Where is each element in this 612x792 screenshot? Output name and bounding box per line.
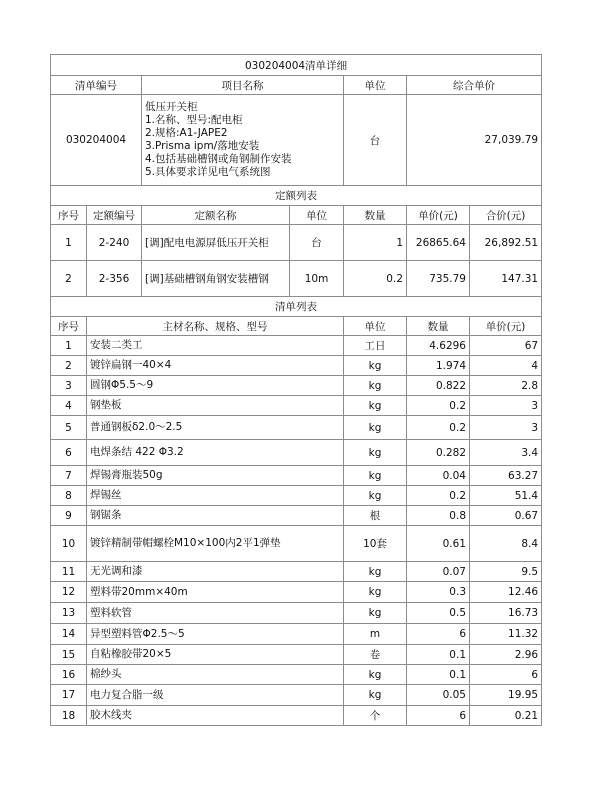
material-price: 2.8 [470,376,542,396]
material-qty: 0.2 [407,416,470,440]
material-row [51,336,542,356]
material-name: 钢锯条 [87,506,344,526]
material-no: 2 [51,356,87,376]
materials-section-row [51,297,542,317]
material-qty: 0.282 [407,440,470,466]
material-price: 11.32 [470,624,542,645]
quota-header-code: 定额编号 [87,206,142,225]
material-unit: 10套 [344,526,407,562]
table-title: 030204004清单详细 [51,55,542,76]
material-no: 5 [51,416,87,440]
material-qty: 4.6296 [407,336,470,356]
material-unit: kg [344,376,407,396]
quota-section-title: 定额列表 [51,186,542,206]
material-name: 焊锡膏瓶装50g [87,466,344,486]
material-qty: 0.822 [407,376,470,396]
material-price: 16.73 [470,603,542,624]
item-code: 030204004 [51,95,142,186]
material-row [51,506,542,526]
quota-name: [调]配电电源屏低压开关柜 [142,225,290,261]
quota-header-total: 合价(元) [470,206,542,225]
material-no: 8 [51,486,87,506]
material-qty: 0.07 [407,562,470,582]
material-price: 4 [470,356,542,376]
quota-row [51,225,542,261]
material-unit: m [344,624,407,645]
material-no: 7 [51,466,87,486]
material-unit: kg [344,685,407,706]
quota-header-qty: 数量 [344,206,407,225]
material-unit: kg [344,582,407,603]
material-row [51,665,542,685]
code-header: 清单编号 [51,76,142,95]
material-row [51,685,542,706]
quota-no: 1 [51,225,87,261]
materials-header-row [51,317,542,336]
material-unit: 根 [344,506,407,526]
material-no: 15 [51,645,87,665]
material-price: 0.67 [470,506,542,526]
material-name: 普通钢板δ2.0～2.5 [87,416,344,440]
material-qty: 6 [407,706,470,726]
material-unit: kg [344,562,407,582]
material-price: 3.4 [470,440,542,466]
material-name: 无光调和漆 [87,562,344,582]
material-qty: 0.04 [407,466,470,486]
quota-unit: 台 [290,225,344,261]
material-name: 镀锌扁钢一40×4 [87,356,344,376]
price-header: 综合单价 [407,76,542,95]
material-no: 14 [51,624,87,645]
material-qty: 0.1 [407,645,470,665]
material-unit: kg [344,416,407,440]
material-row [51,582,542,603]
title-row [51,55,542,76]
material-qty: 6 [407,624,470,645]
material-qty: 0.2 [407,486,470,506]
material-row [51,706,542,726]
material-unit: kg [344,486,407,506]
item-row [51,95,542,186]
material-unit: kg [344,356,407,376]
materials-section-title: 清单列表 [51,297,542,317]
material-header-no: 序号 [51,317,87,336]
material-unit: 工日 [344,336,407,356]
material-header-unit: 单位 [344,317,407,336]
material-qty: 0.5 [407,603,470,624]
material-row [51,440,542,466]
material-unit: kg [344,396,407,416]
material-qty: 0.05 [407,685,470,706]
material-no: 9 [51,506,87,526]
quota-header-no: 序号 [51,206,87,225]
material-name: 电力复合脂一级 [87,685,344,706]
quota-code: 2-240 [87,225,142,261]
material-row [51,356,542,376]
material-unit: kg [344,603,407,624]
material-name: 胶木线夹 [87,706,344,726]
material-no: 6 [51,440,87,466]
item-description [142,95,344,186]
material-row [51,645,542,665]
name-header: 项目名称 [142,76,344,95]
desc-line: 低压开关柜 [145,101,198,113]
material-header-qty: 数量 [407,317,470,336]
quota-header-price: 单价(元) [407,206,470,225]
material-name: 焊锡丝 [87,486,344,506]
material-price: 2.96 [470,645,542,665]
quota-header-name: 定额名称 [142,206,290,225]
material-name: 棉纱头 [87,665,344,685]
desc-line: 3.Prisma ipm/落地安装 [145,140,260,152]
quota-price: 26865.64 [407,225,470,261]
quota-price: 735.79 [407,261,470,297]
material-unit: kg [344,440,407,466]
material-qty: 0.3 [407,582,470,603]
material-price: 19.95 [470,685,542,706]
material-no: 12 [51,582,87,603]
quota-header-unit: 单位 [290,206,344,225]
material-qty: 1.974 [407,356,470,376]
material-price: 63.27 [470,466,542,486]
material-qty: 0.8 [407,506,470,526]
material-row [51,603,542,624]
material-header-name: 主材名称、规格、型号 [87,317,344,336]
material-no: 11 [51,562,87,582]
material-no: 1 [51,336,87,356]
material-name: 钢垫板 [87,396,344,416]
material-price: 12.46 [470,582,542,603]
desc-line: 5.具体要求详见电气系统图 [145,166,271,178]
material-price: 51.4 [470,486,542,506]
material-name: 圆钢Φ5.5～9 [87,376,344,396]
material-price: 8.4 [470,526,542,562]
material-no: 4 [51,396,87,416]
quota-qty: 0.2 [344,261,407,297]
quota-total: 147.31 [470,261,542,297]
material-row [51,624,542,645]
material-name: 安装二类工 [87,336,344,356]
header-row [51,76,542,95]
material-unit: 卷 [344,645,407,665]
material-qty: 0.1 [407,665,470,685]
material-row [51,376,542,396]
material-unit: kg [344,466,407,486]
item-unit: 台 [344,95,407,186]
material-header-price: 单价(元) [470,317,542,336]
material-unit: kg [344,665,407,685]
material-unit: 个 [344,706,407,726]
material-price: 6 [470,665,542,685]
material-price: 3 [470,416,542,440]
material-no: 13 [51,603,87,624]
quota-header-row [51,206,542,225]
material-qty: 0.2 [407,396,470,416]
bill-detail-table [50,54,542,726]
material-price: 0.21 [470,706,542,726]
quota-unit: 10m [290,261,344,297]
desc-line: 1.名称、型号:配电柜 [145,114,243,126]
quota-section-row [51,186,542,206]
material-row [51,486,542,506]
material-no: 3 [51,376,87,396]
quota-name: [调]基础槽钢角钢安装槽钢 [142,261,290,297]
material-price: 9.5 [470,562,542,582]
unit-header: 单位 [344,76,407,95]
desc-line: 4.包括基础槽钢或角钢制作安装 [145,153,292,165]
material-name: 镀锌精制带帽螺栓M10×100内2平1弹垫 [87,526,344,562]
material-row [51,562,542,582]
material-no: 10 [51,526,87,562]
material-name: 异型塑料管Φ2.5～5 [87,624,344,645]
material-row [51,466,542,486]
quota-code: 2-356 [87,261,142,297]
material-no: 16 [51,665,87,685]
item-price: 27,039.79 [407,95,542,186]
material-name: 塑料带20mm×40m [87,582,344,603]
material-name: 自粘橡胶带20×5 [87,645,344,665]
material-no: 18 [51,706,87,726]
material-qty: 0.61 [407,526,470,562]
material-price: 3 [470,396,542,416]
material-name: 塑料软管 [87,603,344,624]
material-price: 67 [470,336,542,356]
material-row [51,396,542,416]
material-no: 17 [51,685,87,706]
quota-total: 26,892.51 [470,225,542,261]
material-row [51,416,542,440]
material-name: 电焊条结 422 Φ3.2 [87,440,344,466]
quota-qty: 1 [344,225,407,261]
material-row [51,526,542,562]
quota-row [51,261,542,297]
quota-no: 2 [51,261,87,297]
desc-line: 2.规格:A1-JAPE2 [145,127,228,139]
